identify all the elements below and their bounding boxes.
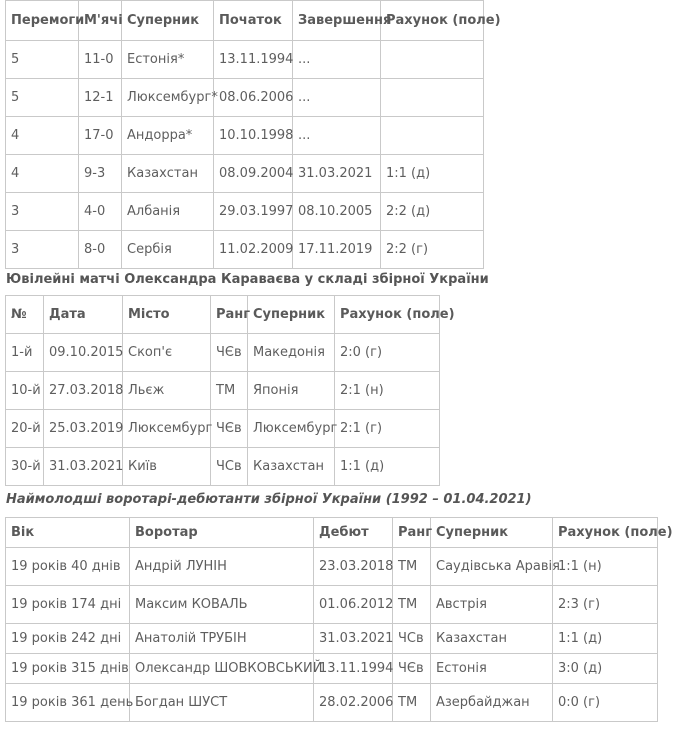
- debut-cell: 23.03.2018: [314, 548, 393, 586]
- table-row: [6, 684, 658, 722]
- rank-cell: ТМ: [211, 372, 248, 410]
- column-header: М'ячі: [79, 1, 122, 41]
- city-cell: Люксембург: [123, 410, 211, 448]
- opponent-cell: Азербайджан: [431, 684, 553, 722]
- table-row: [6, 548, 658, 586]
- opponent-cell: Казахстан: [122, 155, 214, 193]
- goals-cell: 9-3: [79, 155, 122, 193]
- score-cell: 2:0 (г): [335, 334, 440, 372]
- table-row: [6, 372, 440, 410]
- score-cell: [381, 79, 484, 117]
- table-row: [6, 586, 658, 624]
- date-cell: 31.03.2021: [44, 448, 123, 486]
- wins-cell: 5: [6, 79, 79, 117]
- rank-cell: ЧЄв: [211, 410, 248, 448]
- opponent-cell: Албанія: [122, 193, 214, 231]
- debut-cell: 13.11.1994: [314, 654, 393, 684]
- end-cell: ...: [293, 41, 381, 79]
- section-caption: Ювілейні матчі Олександра Караваєва у складі збірної України: [6, 272, 489, 287]
- score-cell: 3:0 (д): [553, 654, 658, 684]
- debut-cell: 28.02.2006: [314, 684, 393, 722]
- date-cell: 25.03.2019: [44, 410, 123, 448]
- column-header: №: [6, 296, 44, 334]
- opponent-cell: Саудівська Аравія: [431, 548, 553, 586]
- goalkeeper-cell: Олександр ШОВКОВСЬКИЙ: [130, 654, 314, 684]
- end-cell: 31.03.2021: [293, 155, 381, 193]
- opponent-cell: Андорра*: [122, 117, 214, 155]
- opponent-cell: Естонія: [431, 654, 553, 684]
- table-row: [6, 410, 440, 448]
- goalkeeper-cell: Анатолій ТРУБІН: [130, 624, 314, 654]
- number-cell: 30-й: [6, 448, 44, 486]
- column-header: Дата: [44, 296, 123, 334]
- rank-cell: ТМ: [393, 548, 431, 586]
- column-header: Суперник: [431, 518, 553, 548]
- score-cell: 2:2 (д): [381, 193, 484, 231]
- wins-cell: 4: [6, 155, 79, 193]
- column-header: Воротар: [130, 518, 314, 548]
- young-goalkeepers-table: [5, 517, 673, 722]
- table-row: [6, 448, 440, 486]
- date-cell: 09.10.2015: [44, 334, 123, 372]
- debut-cell: 01.06.2012: [314, 586, 393, 624]
- score-cell: 1:1 (д): [381, 155, 484, 193]
- opponent-cell: Казахстан: [248, 448, 335, 486]
- score-cell: 1:1 (д): [553, 624, 658, 654]
- column-header: Перемоги: [6, 1, 79, 41]
- score-cell: 1:1 (д): [335, 448, 440, 486]
- records-table: [5, 0, 501, 269]
- goals-cell: 11-0: [79, 41, 122, 79]
- opponent-cell: Македонія: [248, 334, 335, 372]
- opponent-cell: Сербія: [122, 231, 214, 269]
- table-row: [6, 654, 658, 684]
- start-cell: 08.06.2006: [214, 79, 293, 117]
- wins-cell: 3: [6, 231, 79, 269]
- score-cell: 2:2 (г): [381, 231, 484, 269]
- column-header: Рахунок (поле): [381, 1, 484, 41]
- start-cell: 29.03.1997: [214, 193, 293, 231]
- start-cell: 13.11.1994: [214, 41, 293, 79]
- column-header: Завершення: [293, 1, 381, 41]
- goalkeeper-cell: Максим КОВАЛЬ: [130, 586, 314, 624]
- table-row: [6, 79, 484, 117]
- end-cell: ...: [293, 79, 381, 117]
- column-header: Рахунок (поле): [335, 296, 440, 334]
- score-cell: 2:1 (г): [335, 410, 440, 448]
- opponent-cell: Люксембург*: [122, 79, 214, 117]
- column-header: Ранг: [211, 296, 248, 334]
- goals-cell: 4-0: [79, 193, 122, 231]
- start-cell: 11.02.2009: [214, 231, 293, 269]
- start-cell: 08.09.2004: [214, 155, 293, 193]
- wins-cell: 4: [6, 117, 79, 155]
- age-cell: 19 років 315 днів: [6, 654, 130, 684]
- wins-cell: 5: [6, 41, 79, 79]
- number-cell: 10-й: [6, 372, 44, 410]
- rank-cell: ЧСв: [393, 624, 431, 654]
- end-cell: ...: [293, 117, 381, 155]
- table-row: [6, 193, 484, 231]
- end-cell: 08.10.2005: [293, 193, 381, 231]
- rank-cell: ЧЄв: [393, 654, 431, 684]
- score-cell: [381, 41, 484, 79]
- table-row: [6, 624, 658, 654]
- goals-cell: 12-1: [79, 79, 122, 117]
- goals-cell: 8-0: [79, 231, 122, 269]
- column-header: Суперник: [122, 1, 214, 41]
- score-cell: 2:1 (н): [335, 372, 440, 410]
- number-cell: 20-й: [6, 410, 44, 448]
- date-cell: 27.03.2018: [44, 372, 123, 410]
- column-header: Рахунок (поле): [553, 518, 658, 548]
- age-cell: 19 років 40 днів: [6, 548, 130, 586]
- rank-cell: ТМ: [393, 586, 431, 624]
- score-cell: 2:3 (г): [553, 586, 658, 624]
- opponent-cell: Естонія*: [122, 41, 214, 79]
- table-row: [6, 231, 484, 269]
- end-cell: 17.11.2019: [293, 231, 381, 269]
- age-cell: 19 років 361 день: [6, 684, 130, 722]
- city-cell: Київ: [123, 448, 211, 486]
- wins-cell: 3: [6, 193, 79, 231]
- opponent-cell: Японія: [248, 372, 335, 410]
- rank-cell: ЧЄв: [211, 334, 248, 372]
- score-cell: [381, 117, 484, 155]
- column-header: Суперник: [248, 296, 335, 334]
- score-cell: 1:1 (н): [553, 548, 658, 586]
- column-header: Дебют: [314, 518, 393, 548]
- debut-cell: 31.03.2021: [314, 624, 393, 654]
- city-cell: Льєж: [123, 372, 211, 410]
- goals-cell: 17-0: [79, 117, 122, 155]
- jubilee-matches-table: [5, 295, 455, 486]
- opponent-cell: Австрія: [431, 586, 553, 624]
- table-header-row: [6, 296, 440, 334]
- column-header: Місто: [123, 296, 211, 334]
- opponent-cell: Казахстан: [431, 624, 553, 654]
- rank-cell: ТМ: [393, 684, 431, 722]
- goalkeeper-cell: Богдан ШУСТ: [130, 684, 314, 722]
- column-header: Початок: [214, 1, 293, 41]
- column-header: Ранг: [393, 518, 431, 548]
- start-cell: 10.10.1998: [214, 117, 293, 155]
- table-header-row: [6, 1, 484, 41]
- section-caption: Наймолодші воротарі-дебютанти збірної України (1992 – 01.04.2021): [6, 492, 532, 507]
- table-header-row: [6, 518, 658, 548]
- age-cell: 19 років 174 дні: [6, 586, 130, 624]
- number-cell: 1-й: [6, 334, 44, 372]
- city-cell: Скоп'є: [123, 334, 211, 372]
- age-cell: 19 років 242 дні: [6, 624, 130, 654]
- opponent-cell: Люксембург: [248, 410, 335, 448]
- table-row: [6, 334, 440, 372]
- rank-cell: ЧСв: [211, 448, 248, 486]
- column-header: Вік: [6, 518, 130, 548]
- table-row: [6, 117, 484, 155]
- table-row: [6, 41, 484, 79]
- table-row: [6, 155, 484, 193]
- score-cell: 0:0 (г): [553, 684, 658, 722]
- goalkeeper-cell: Андрій ЛУНІН: [130, 548, 314, 586]
